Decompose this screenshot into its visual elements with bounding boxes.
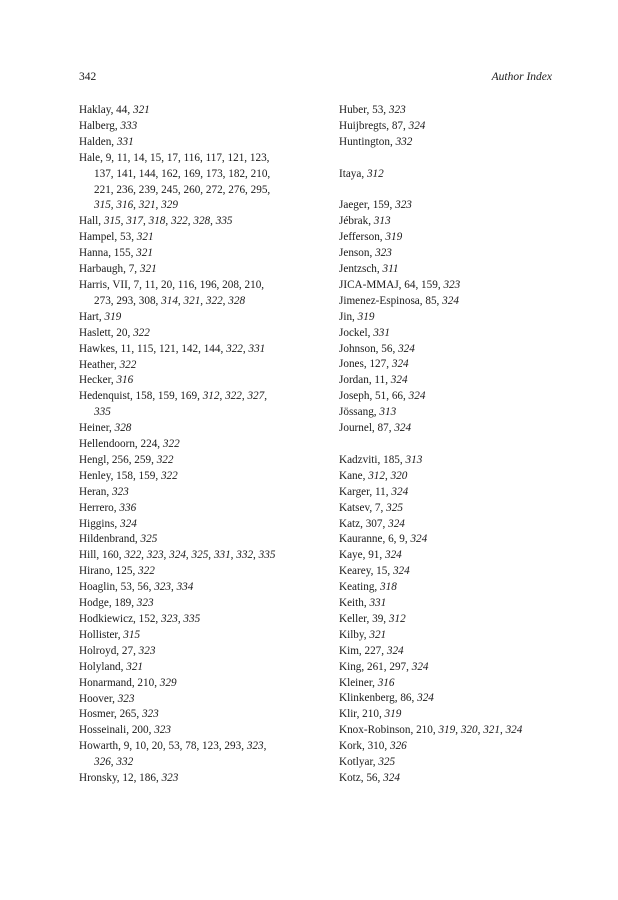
index-entry: Katz, 307, 324 xyxy=(339,517,405,530)
index-entry: Hanna, 155, 321 xyxy=(79,247,153,260)
index-entry: Heather, 322 xyxy=(79,358,137,371)
page-header xyxy=(79,71,552,87)
index-entry: Hronsky, 12, 186, 323 xyxy=(79,772,179,785)
index-entry: Harris, VII, 7, 11, 20, 116, 196, 208, 210, 273, 293, 308, 314, 321, 322, 328 xyxy=(79,278,265,307)
index-entry: Keller, 39, 312 xyxy=(339,612,406,625)
index-entry: Katsev, 7, 325 xyxy=(339,501,403,514)
page-number: 342 xyxy=(79,71,97,83)
index-entry: Huijbregts, 87, 324 xyxy=(339,119,426,132)
index-entry: Keith, 331 xyxy=(339,597,387,610)
index-entry: Haslett, 20, 322 xyxy=(79,326,150,339)
index-entry: Kadzviti, 185, 313 xyxy=(339,453,423,466)
index-entry: Jones, 127, 324 xyxy=(339,358,409,371)
index-entry: Hill, 160, 322, 323, 324, 325, 331, 332, 335 xyxy=(79,549,276,562)
index-entry: Huntington, 332 xyxy=(339,135,413,148)
index-entry: Hedenquist, 158, 159, 169, 312, 322, 327, 335 xyxy=(79,390,268,419)
index-entry: Hoover, 323 xyxy=(79,692,135,705)
index-entry: Hodkiewicz, 152, 323, 335 xyxy=(79,613,201,625)
index-entry: Hosmer, 265, 323 xyxy=(79,708,159,721)
index-entry: Hart, 319 xyxy=(79,310,122,323)
index-entry: Kaye, 91, 324 xyxy=(339,549,402,562)
index-entry: Jébrak, 313 xyxy=(339,215,391,228)
index-entry: Karger, 11, 324 xyxy=(339,485,409,498)
letter-group-gap xyxy=(339,151,559,167)
index-entry: Hall, 315, 317, 318, 322, 328, 335 xyxy=(79,215,233,228)
index-entry: Hale, 9, 11, 14, 15, 17, 116, 117, 121, 123, 137, 141, 144, 162, 169, 173, 182, 210, 221, 236, 239, 245, 260, 272, 276, 295, 315, 316, 321, 329 xyxy=(79,151,271,212)
index-entry: Jin, 319 xyxy=(339,310,375,323)
index-entry: Jössang, 313 xyxy=(339,406,397,419)
index-entry: Journel, 87, 324 xyxy=(339,422,412,435)
index-entry: Jordan, 11, 324 xyxy=(339,374,408,387)
index-entry: Kilby, 321 xyxy=(339,628,387,641)
index-entry: Hengl, 256, 259, 322 xyxy=(79,453,174,466)
index-entry: Johnson, 56, 324 xyxy=(339,342,415,355)
index-entry: Huber, 53, 323 xyxy=(339,104,406,116)
running-title: Author Index xyxy=(491,71,552,83)
index-column-left xyxy=(79,103,329,787)
index-entry: Holyland, 321 xyxy=(79,660,144,673)
index-entry: Kearey, 15, 324 xyxy=(339,565,410,578)
index-entry: Holroyd, 27, 323 xyxy=(79,644,156,657)
index-entry: Kotz, 56, 324 xyxy=(339,772,400,785)
index-entry: Jenson, 323 xyxy=(339,247,392,260)
index-entry: Itaya, 312 xyxy=(339,167,384,180)
index-entry: Jimenez-Espinosa, 85, 324 xyxy=(339,294,459,307)
index-entry: Honarmand, 210, 329 xyxy=(79,676,177,689)
index-entry: Hosseinali, 200, 323 xyxy=(79,724,171,737)
index-entry: Hodge, 189, 323 xyxy=(79,597,154,610)
index-entry: Hellendoorn, 224, 322 xyxy=(79,438,180,451)
index-entry: Hawkes, 11, 115, 121, 142, 144, 322, 331 xyxy=(79,342,266,355)
index-entry: Heiner, 328 xyxy=(79,422,132,435)
index-entry: Hildenbrand, 325 xyxy=(79,533,158,546)
index-entry: Hirano, 125, 322 xyxy=(79,565,155,578)
index-entry: Klinkenberg, 86, 324 xyxy=(339,692,434,705)
letter-group-gap xyxy=(339,437,559,453)
index-column-right xyxy=(339,103,559,787)
index-entry: Knox-Robinson, 210, 319, 320, 321, 324 xyxy=(339,724,523,737)
index-entry: Klir, 210, 319 xyxy=(339,708,402,721)
index-entry: Howarth, 9, 10, 20, 53, 78, 123, 293, 323, 326, 332 xyxy=(79,740,267,769)
index-entry: JICA-MMAJ, 64, 159, 323 xyxy=(339,278,461,291)
index-entry: Kotlyar, 325 xyxy=(339,756,396,769)
letter-group-gap xyxy=(339,183,559,199)
index-entry: Hecker, 316 xyxy=(79,374,134,387)
index-entry: Jockel, 331 xyxy=(339,326,390,339)
index-entry: Halberg, 333 xyxy=(79,119,138,132)
index-entry: Kauranne, 6, 9, 324 xyxy=(339,533,428,546)
index-entry: Kane, 312, 320 xyxy=(339,469,408,482)
index-entry: Kim, 227, 324 xyxy=(339,644,404,657)
index-entry: King, 261, 297, 324 xyxy=(339,660,429,673)
index-entry: Hampel, 53, 321 xyxy=(79,231,154,244)
index-entry: Jefferson, 319 xyxy=(339,231,403,244)
index-entry: Joseph, 51, 66, 324 xyxy=(339,390,426,403)
index-entry: Heran, 323 xyxy=(79,485,129,498)
index-entry: Hoaglin, 53, 56, 323, 334 xyxy=(79,581,194,594)
index-entry: Henley, 158, 159, 322 xyxy=(79,469,178,482)
index-entry: Higgins, 324 xyxy=(79,517,137,530)
index-entry: Hollister, 315 xyxy=(79,628,141,641)
index-entry: Jaeger, 159, 323 xyxy=(339,199,412,212)
index-entry: Halden, 331 xyxy=(79,135,134,148)
index-entry: Kork, 310, 326 xyxy=(339,740,407,753)
index-entry: Kleiner, 316 xyxy=(339,676,395,689)
index-entry: Harbaugh, 7, 321 xyxy=(79,263,157,276)
index-entry: Herrero, 336 xyxy=(79,501,137,514)
index-entry: Keating, 318 xyxy=(339,581,397,594)
index-entry: Jentzsch, 311 xyxy=(339,263,399,276)
index-entry: Haklay, 44, 321 xyxy=(79,104,150,116)
